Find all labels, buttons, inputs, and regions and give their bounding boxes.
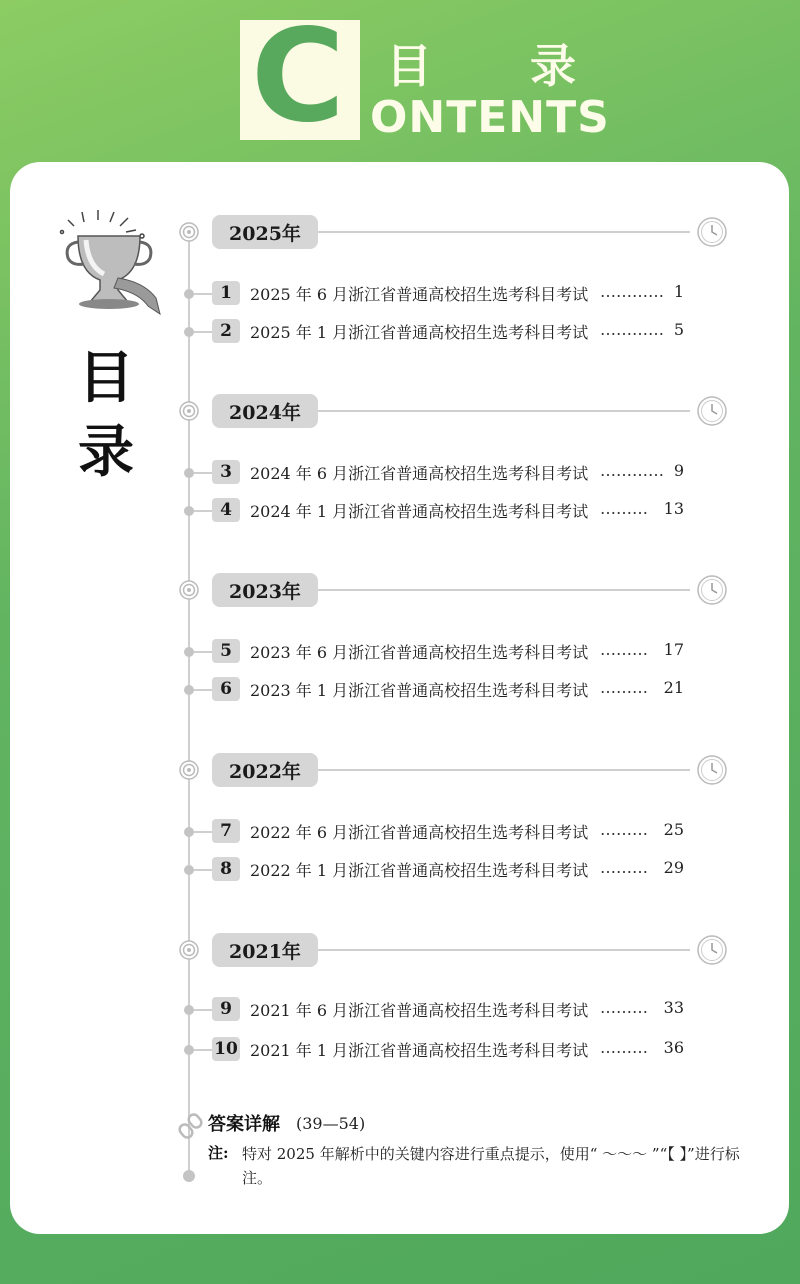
entry-leader: …………: [600, 282, 664, 301]
clock-icon: [696, 574, 728, 606]
side-title-char-1: 目: [78, 346, 134, 411]
entry-connector: [194, 831, 212, 833]
year-label: 2022年: [212, 753, 318, 787]
entry-page: 29: [663, 858, 684, 877]
entry-page: 17: [663, 640, 684, 659]
entry-number: 2: [212, 319, 240, 343]
entry-connector: [194, 689, 212, 691]
year-label: 2024年: [212, 394, 318, 428]
note-text: 特对 2025 年解析中的关键内容进行重点提示，使用“ ～～～ ”“【 】”进行标注。: [242, 1145, 740, 1187]
entry-number: 6: [212, 677, 240, 701]
entry-page: 9: [673, 461, 684, 480]
year-divider: [318, 769, 690, 771]
header-title-char-2: 录: [530, 39, 576, 93]
target-icon: [178, 759, 200, 781]
year-section: [0, 214, 800, 374]
year-divider: [318, 410, 690, 412]
entry-leader: ………: [600, 499, 648, 518]
entry-title: 2021 年 1 月浙江省普通高校招生选考科目考试: [250, 1041, 589, 1060]
entry-number: 10: [212, 1037, 240, 1061]
year-divider: [318, 231, 690, 233]
target-icon: [178, 221, 200, 243]
year-section: [0, 572, 800, 732]
entry-page: 33: [663, 998, 684, 1017]
year-label: 2025年: [212, 215, 318, 249]
entry-title: 2022 年 1 月浙江省普通高校招生选考科目考试: [250, 861, 589, 880]
entry-dot: [184, 1005, 194, 1015]
entry-connector: [194, 472, 212, 474]
entry-connector: [194, 293, 212, 295]
clock-icon: [696, 934, 728, 966]
toc-entry[interactable]: [0, 318, 800, 344]
toc-entry[interactable]: [0, 497, 800, 523]
entry-title: 2023 年 1 月浙江省普通高校招生选考科目考试: [250, 681, 589, 700]
entry-number: 5: [212, 639, 240, 663]
entry-connector: [194, 1009, 212, 1011]
entry-number: 8: [212, 857, 240, 881]
entry-leader: …………: [600, 320, 664, 339]
entry-dot: [184, 685, 194, 695]
side-title-char-2: 录: [78, 420, 134, 485]
link-icon: [178, 1112, 204, 1140]
year-label: 2023年: [212, 573, 318, 607]
entry-page: 5: [673, 320, 684, 339]
toc-entry[interactable]: [0, 280, 800, 306]
entry-number: 1: [212, 281, 240, 305]
entry-title: 2021 年 6 月浙江省普通高校招生选考科目考试: [250, 1001, 589, 1020]
entry-number: 7: [212, 819, 240, 843]
toc-entry[interactable]: [0, 459, 800, 485]
header-title-char-1: 目: [386, 39, 432, 93]
entry-number: 3: [212, 460, 240, 484]
entry-connector: [194, 1049, 212, 1051]
entry-page: 1: [673, 282, 684, 301]
entry-page: 25: [663, 820, 684, 839]
entry-connector: [194, 331, 212, 333]
toc-entry[interactable]: [0, 1036, 800, 1062]
toc-entry[interactable]: [0, 856, 800, 882]
entry-page: 13: [663, 499, 684, 518]
answers-title[interactable]: 答案详解: [208, 1114, 280, 1135]
contents-c-badge: [240, 2, 360, 151]
entry-page: 36: [663, 1038, 684, 1057]
target-icon: [178, 939, 200, 961]
entry-leader: ………: [600, 678, 648, 697]
entry-connector: [194, 651, 212, 653]
header-title-cn: [386, 30, 576, 96]
entry-page: 21: [663, 678, 684, 697]
entry-title: 2022 年 6 月浙江省普通高校招生选考科目考试: [250, 823, 589, 842]
year-section: [0, 932, 800, 1092]
entry-leader: ………: [600, 998, 648, 1017]
year-label: 2021年: [212, 933, 318, 967]
entry-number: 4: [212, 498, 240, 522]
entry-dot: [184, 647, 194, 657]
year-section: [0, 393, 800, 553]
entry-dot: [184, 827, 194, 837]
entry-leader: …………: [600, 461, 664, 480]
target-icon: [178, 579, 200, 601]
entry-dot: [184, 1045, 194, 1055]
entry-leader: ………: [600, 820, 648, 839]
contents-c-letter: C: [251, 2, 345, 151]
entry-title: 2025 年 1 月浙江省普通高校招生选考科目考试: [250, 323, 589, 342]
entry-connector: [194, 510, 212, 512]
entry-title: 2024 年 1 月浙江省普通高校招生选考科目考试: [250, 502, 589, 521]
year-divider: [318, 589, 690, 591]
clock-icon: [696, 216, 728, 248]
toc-entry[interactable]: [0, 818, 800, 844]
entry-title: 2024 年 6 月浙江省普通高校招生选考科目考试: [250, 464, 589, 483]
note-label: 注:: [208, 1144, 229, 1162]
entry-leader: ………: [600, 858, 648, 877]
toc-entry[interactable]: [0, 996, 800, 1022]
entry-title: 2025 年 6 月浙江省普通高校招生选考科目考试: [250, 285, 589, 304]
timeline-end-dot: [183, 1170, 195, 1182]
year-divider: [318, 949, 690, 951]
entry-dot: [184, 865, 194, 875]
toc-entry[interactable]: [0, 676, 800, 702]
entry-number: 9: [212, 997, 240, 1021]
entry-dot: [184, 289, 194, 299]
clock-icon: [696, 395, 728, 427]
year-section: [0, 752, 800, 912]
entry-title: 2023 年 6 月浙江省普通高校招生选考科目考试: [250, 643, 589, 662]
answers-page-range: (39—54): [296, 1114, 366, 1133]
clock-icon: [696, 754, 728, 786]
header-title-en: ONTENTS: [370, 92, 610, 143]
toc-entry[interactable]: [0, 638, 800, 664]
entry-connector: [194, 869, 212, 871]
entry-dot: [184, 327, 194, 337]
entry-leader: ………: [600, 640, 648, 659]
entry-dot: [184, 506, 194, 516]
target-icon: [178, 400, 200, 422]
entry-dot: [184, 468, 194, 478]
entry-leader: ………: [600, 1038, 648, 1057]
